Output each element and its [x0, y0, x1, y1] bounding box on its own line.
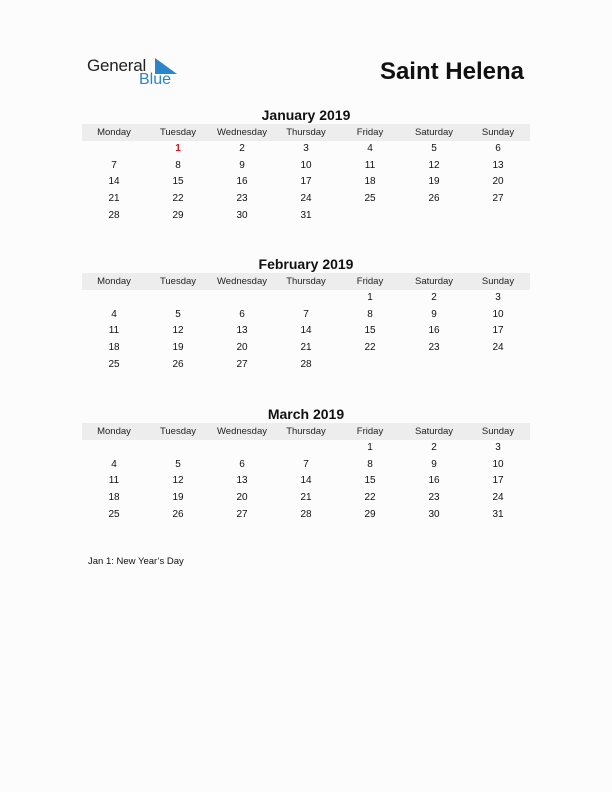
weekday-label: Saturday [414, 426, 454, 437]
day-cell: 10 [492, 458, 504, 470]
week-row [82, 307, 530, 324]
weekday-label: Sunday [481, 276, 515, 287]
weekday-label: Wednesday [217, 276, 267, 287]
day-cell: 19 [428, 176, 440, 188]
day-cell: 28 [300, 508, 312, 520]
day-cell: 8 [367, 308, 373, 320]
day-cell: 26 [172, 358, 184, 370]
day-cell: 28 [300, 358, 312, 370]
day-cell: 16 [428, 475, 440, 487]
weekday-header-row [82, 124, 530, 141]
day-cell: 24 [492, 492, 504, 504]
day-cell: 10 [492, 308, 504, 320]
logo-word-blue: Blue [139, 71, 172, 88]
week-row [82, 357, 530, 374]
day-cell: 25 [108, 508, 120, 520]
empty-day-cell [82, 440, 146, 457]
day-cell: 8 [367, 458, 373, 470]
day-cell: 13 [236, 325, 248, 337]
week-row [82, 490, 530, 507]
weekday-label: Friday [356, 426, 384, 437]
day-cell: 22 [364, 492, 376, 504]
weekday-label: Wednesday [217, 426, 267, 437]
empty-day-cell [210, 440, 274, 457]
day-cell: 29 [364, 508, 376, 520]
weekday-label: Tuesday [159, 276, 197, 287]
day-cell: 17 [492, 475, 504, 487]
week-row [82, 473, 530, 490]
week-row [82, 290, 530, 307]
day-cell: 21 [300, 492, 312, 504]
week-row [82, 440, 530, 457]
week-row [82, 507, 530, 524]
empty-day-cell [274, 290, 338, 307]
day-cell: 26 [428, 193, 440, 205]
empty-day-cell [402, 208, 466, 225]
day-cell: 1 [367, 442, 373, 453]
day-cell: 21 [108, 193, 120, 205]
week-row [82, 208, 530, 225]
day-cell: 4 [111, 308, 117, 320]
weekday-label: Thursday [286, 426, 326, 437]
day-cell: 4 [111, 458, 117, 470]
day-cell: 1 [367, 292, 373, 303]
weekday-label: Sunday [481, 426, 515, 437]
day-cell: 3 [303, 143, 309, 154]
weekday-label: Tuesday [159, 127, 197, 138]
day-cell: 17 [492, 325, 504, 337]
empty-day-cell [466, 357, 530, 374]
empty-day-cell [466, 208, 530, 225]
day-cell: 23 [428, 492, 440, 504]
day-cell: 13 [236, 475, 248, 487]
day-cell: 15 [364, 475, 376, 487]
day-cell: 19 [172, 342, 184, 354]
month-february [82, 256, 530, 373]
weekday-label: Sunday [481, 127, 515, 138]
day-cell: 2 [431, 442, 437, 453]
day-cell: 9 [239, 159, 245, 171]
empty-day-cell [82, 290, 146, 307]
month-march [82, 406, 530, 523]
day-cell: 22 [172, 193, 184, 205]
week-row [82, 191, 530, 208]
weekday-label: Friday [356, 276, 384, 287]
weekday-label: Saturday [414, 276, 454, 287]
day-cell: 31 [492, 508, 504, 520]
weekday-label: Friday [356, 127, 384, 138]
day-cell: 26 [172, 508, 184, 520]
empty-day-cell [338, 357, 402, 374]
day-cell: 10 [300, 159, 312, 171]
day-cell: 2 [431, 292, 437, 303]
day-cell: 7 [303, 308, 309, 320]
day-cell: 6 [495, 143, 501, 154]
day-cell: 5 [175, 308, 181, 320]
month-title: January 2019 [261, 107, 351, 123]
weekday-label: Monday [97, 127, 131, 138]
day-cell: 12 [172, 325, 184, 337]
day-cell: 20 [236, 492, 248, 504]
day-cell: 28 [108, 209, 120, 221]
day-cell: 15 [364, 325, 376, 337]
day-cell: 27 [236, 508, 248, 520]
day-cell: 19 [172, 492, 184, 504]
weekday-label: Monday [97, 426, 131, 437]
day-cell: 18 [108, 492, 120, 504]
day-cell: 27 [236, 358, 248, 370]
day-cell: 31 [300, 209, 312, 221]
day-cell: 9 [431, 458, 437, 470]
day-cell: 20 [492, 176, 504, 188]
day-cell: 17 [300, 176, 312, 188]
month-january [82, 107, 530, 224]
country-title: Saint Helena [379, 58, 524, 85]
day-cell: 3 [495, 442, 501, 453]
day-cell: 11 [108, 325, 120, 337]
week-row [82, 340, 530, 357]
weekday-header-row [82, 423, 530, 440]
month-title: March 2019 [267, 406, 345, 422]
day-cell: 25 [108, 358, 120, 370]
week-row [82, 457, 530, 474]
weekday-label: Saturday [414, 127, 454, 138]
generalblue-logo [87, 56, 197, 92]
day-cell: 23 [428, 342, 440, 354]
day-cell: 18 [108, 342, 120, 354]
holiday-day-cell: 1 [175, 143, 181, 154]
day-cell: 5 [175, 458, 181, 470]
weekday-label: Tuesday [159, 426, 197, 437]
week-row [82, 174, 530, 191]
day-cell: 24 [492, 342, 504, 354]
day-cell: 22 [364, 342, 376, 354]
holiday-note: Jan 1: New Year’s Day [88, 556, 184, 567]
day-cell: 14 [300, 475, 312, 487]
day-cell: 18 [364, 176, 376, 188]
day-cell: 20 [236, 342, 248, 354]
empty-day-cell [274, 440, 338, 457]
day-cell: 23 [236, 193, 248, 205]
empty-day-cell [146, 440, 210, 457]
day-cell: 9 [431, 308, 437, 320]
day-cell: 30 [428, 508, 440, 520]
day-cell: 7 [111, 159, 117, 171]
day-cell: 16 [236, 176, 248, 188]
day-cell: 4 [367, 143, 373, 154]
day-cell: 6 [239, 458, 245, 470]
day-cell: 12 [428, 159, 440, 171]
day-cell: 27 [492, 193, 504, 205]
weekday-label: Thursday [286, 276, 326, 287]
empty-day-cell [82, 141, 146, 158]
day-cell: 11 [108, 475, 120, 487]
month-title: February 2019 [258, 256, 354, 272]
day-cell: 14 [108, 176, 120, 188]
day-cell: 25 [364, 193, 376, 205]
weekday-header-row [82, 273, 530, 290]
day-cell: 15 [172, 176, 184, 188]
week-row [82, 141, 530, 158]
day-cell: 30 [236, 209, 248, 221]
day-cell: 12 [172, 475, 184, 487]
day-cell: 14 [300, 325, 312, 337]
empty-day-cell [338, 208, 402, 225]
day-cell: 2 [239, 143, 245, 154]
day-cell: 7 [303, 458, 309, 470]
empty-day-cell [210, 290, 274, 307]
weekday-label: Wednesday [217, 127, 267, 138]
day-cell: 29 [172, 209, 184, 221]
weekday-label: Monday [97, 276, 131, 287]
day-cell: 16 [428, 325, 440, 337]
empty-day-cell [146, 290, 210, 307]
day-cell: 13 [492, 159, 504, 171]
empty-day-cell [402, 357, 466, 374]
day-cell: 6 [239, 308, 245, 320]
weekday-label: Thursday [286, 127, 326, 138]
day-cell: 24 [300, 193, 312, 205]
week-row [82, 158, 530, 175]
day-cell: 11 [364, 159, 376, 171]
day-cell: 5 [431, 143, 437, 154]
week-row [82, 323, 530, 340]
day-cell: 3 [495, 292, 501, 303]
logo-word-general: General [87, 56, 147, 75]
day-cell: 21 [300, 342, 312, 354]
day-cell: 8 [175, 159, 181, 171]
